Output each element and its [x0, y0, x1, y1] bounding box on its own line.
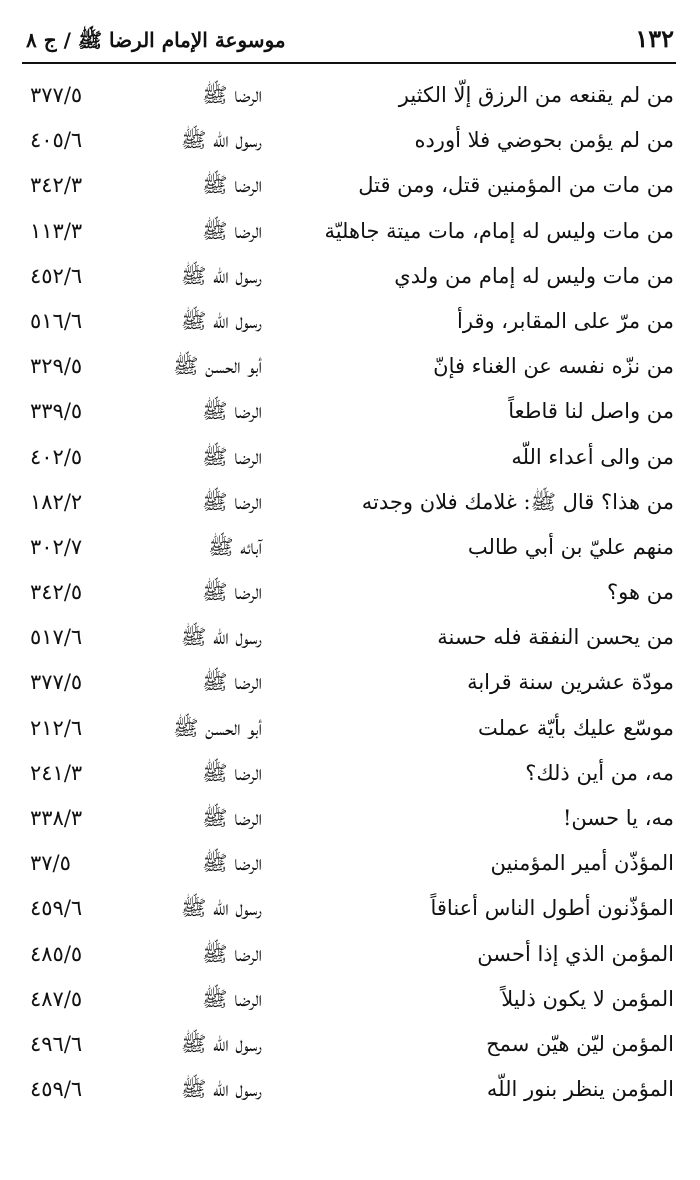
index-row: [22, 935, 676, 980]
hadith-phrase: من لم يقنعه من الرزق إلّا الكثير: [398, 83, 674, 107]
speaker-name: رسول اللّه ﷺ: [181, 263, 262, 288]
speaker-name: الرضا ﷺ: [202, 670, 262, 695]
speaker-name: الرضا ﷺ: [202, 399, 262, 424]
speaker-name: الرضا ﷺ: [202, 580, 262, 605]
index-row: [22, 483, 676, 528]
speaker-name: الرضا ﷺ: [202, 806, 262, 830]
hadith-phrase: من والى أعداء اللّه: [511, 444, 674, 469]
volume-page-ref: ٤٨٧/٥: [30, 986, 83, 1011]
index-row: [22, 1025, 676, 1070]
volume-page-ref: ٢١٢/٦: [30, 715, 83, 740]
index-row: [22, 844, 676, 889]
hadith-phrase: المؤذّن أمير المؤمنين: [490, 851, 674, 876]
volume-page-ref: ١٨٢/٢: [30, 489, 83, 514]
volume-page-ref: ١١٣/٣: [30, 218, 83, 243]
volume-page-ref: ٣٢٩/٥: [30, 354, 83, 379]
volume-page-ref: ٣٤٢/٣: [30, 173, 83, 198]
index-row: [22, 212, 676, 257]
hadith-phrase: المؤمن ليّن هيّن سمح: [486, 1031, 674, 1056]
speaker-name: الرضا ﷺ: [202, 941, 262, 966]
volume-page-ref: ٤٨٥/٥: [30, 941, 83, 966]
speaker-name: الرضا ﷺ: [202, 851, 262, 876]
hadith-phrase: من مرّ على المقابر، وقرأ: [457, 308, 674, 333]
volume-page-ref: ٤٠٥/٦: [30, 128, 83, 153]
volume-page-ref: ٣٣٨/٣: [30, 806, 83, 830]
index-row: [22, 392, 676, 437]
volume-page-ref: ٤٥٢/٦: [30, 263, 83, 288]
index-row: [22, 76, 676, 121]
hadith-phrase: من يحسن النفقة فله حسنة: [437, 625, 674, 650]
volume-page-ref: ٣٤٢/٥: [30, 580, 83, 605]
index-row: [22, 1070, 676, 1115]
index-row: [22, 799, 676, 844]
index-row: [22, 438, 676, 483]
index-row: [22, 618, 676, 663]
hadith-phrase: المؤمن لا يكون ذليلاً: [501, 986, 674, 1011]
index-row: [22, 754, 676, 799]
hadith-phrase: موسّع عليك بأيّة عملت: [477, 715, 674, 740]
book-page: [22, 0, 676, 1180]
speaker-name: آبائه ﷺ: [208, 534, 262, 559]
volume-page-ref: ٢٤١/٣: [30, 760, 83, 785]
speaker-name: أبو الحسن ﷺ: [173, 354, 262, 379]
speaker-name: رسول اللّه ﷺ: [181, 128, 262, 153]
volume-page-ref: ٤٥٩/٦: [30, 896, 83, 921]
running-title: موسوعة الإمام الرضا ﷺ / ج ٨: [26, 28, 286, 52]
hadith-phrase: المؤمن ينظر بنور اللّه: [486, 1077, 674, 1102]
speaker-name: رسول اللّه ﷺ: [181, 1031, 262, 1056]
hadith-phrase: من مات وليس له إمام، مات ميتة جاهليّة: [324, 218, 674, 243]
speaker-name: رسول اللّه ﷺ: [181, 625, 262, 650]
hadith-index-list: [22, 76, 676, 1115]
hadith-phrase: من واصل لنا قاطعاً: [508, 399, 674, 424]
hadith-phrase: منهم عليّ بن أبي طالب: [467, 534, 674, 559]
speaker-name: الرضا ﷺ: [202, 83, 262, 107]
hadith-phrase: من مات وليس له إمام من ولدي: [394, 263, 674, 288]
index-row: [22, 302, 676, 347]
hadith-phrase: من لم يؤمن بحوضي فلا أورده: [414, 128, 674, 153]
volume-page-ref: ٤٩٦/٦: [30, 1031, 83, 1056]
speaker-name: رسول اللّه ﷺ: [181, 1077, 262, 1102]
volume-page-ref: ٣٧/٥: [30, 851, 71, 876]
page-header: [22, 22, 676, 58]
speaker-name: رسول اللّه ﷺ: [181, 896, 262, 921]
index-row: [22, 528, 676, 573]
index-row: [22, 347, 676, 392]
hadith-phrase: المؤذّنون أطول الناس أعناقاً: [430, 896, 674, 921]
speaker-name: الرضا ﷺ: [202, 986, 262, 1011]
volume-page-ref: ٣٧٧/٥: [30, 83, 83, 107]
hadith-phrase: مودّة عشرين سنة قرابة: [467, 670, 674, 695]
volume-page-ref: ٣٣٩/٥: [30, 399, 83, 424]
page-number: ١٣٢: [635, 24, 674, 53]
hadith-phrase: من نزّه نفسه عن الغناء فإنّ: [433, 354, 674, 379]
volume-page-ref: ٣٧٧/٥: [30, 670, 83, 695]
hadith-phrase: المؤمن الذي إذا أحسن: [477, 941, 674, 966]
index-row: [22, 663, 676, 708]
speaker-name: أبو الحسن ﷺ: [173, 715, 262, 740]
header-rule: [22, 62, 676, 64]
hadith-phrase: مه، يا حسن!: [562, 806, 674, 830]
index-row: [22, 980, 676, 1025]
hadith-phrase: من هو؟: [607, 580, 674, 605]
speaker-name: الرضا ﷺ: [202, 444, 262, 469]
speaker-name: الرضا ﷺ: [202, 489, 262, 514]
volume-page-ref: ٤٠٢/٥: [30, 444, 83, 469]
index-row: [22, 709, 676, 754]
speaker-name: رسول اللّه ﷺ: [181, 308, 262, 333]
index-row: [22, 889, 676, 934]
index-row: [22, 166, 676, 211]
index-row: [22, 121, 676, 166]
volume-page-ref: ٤٥٩/٦: [30, 1077, 83, 1102]
hadith-phrase: من مات من المؤمنين قتل، ومن قتل: [358, 173, 674, 198]
speaker-name: الرضا ﷺ: [202, 218, 262, 243]
index-row: [22, 573, 676, 618]
volume-page-ref: ٥١٦/٦: [30, 308, 83, 333]
speaker-name: الرضا ﷺ: [202, 760, 262, 785]
volume-page-ref: ٥١٧/٦: [30, 625, 83, 650]
hadith-phrase: من هذا؟ قال ﷺ: غلامك فلان وجدته: [361, 489, 674, 514]
hadith-phrase: مه، من أين ذلك؟: [525, 760, 674, 785]
volume-page-ref: ٣٠٢/٧: [30, 534, 83, 559]
index-row: [22, 257, 676, 302]
speaker-name: الرضا ﷺ: [202, 173, 262, 198]
